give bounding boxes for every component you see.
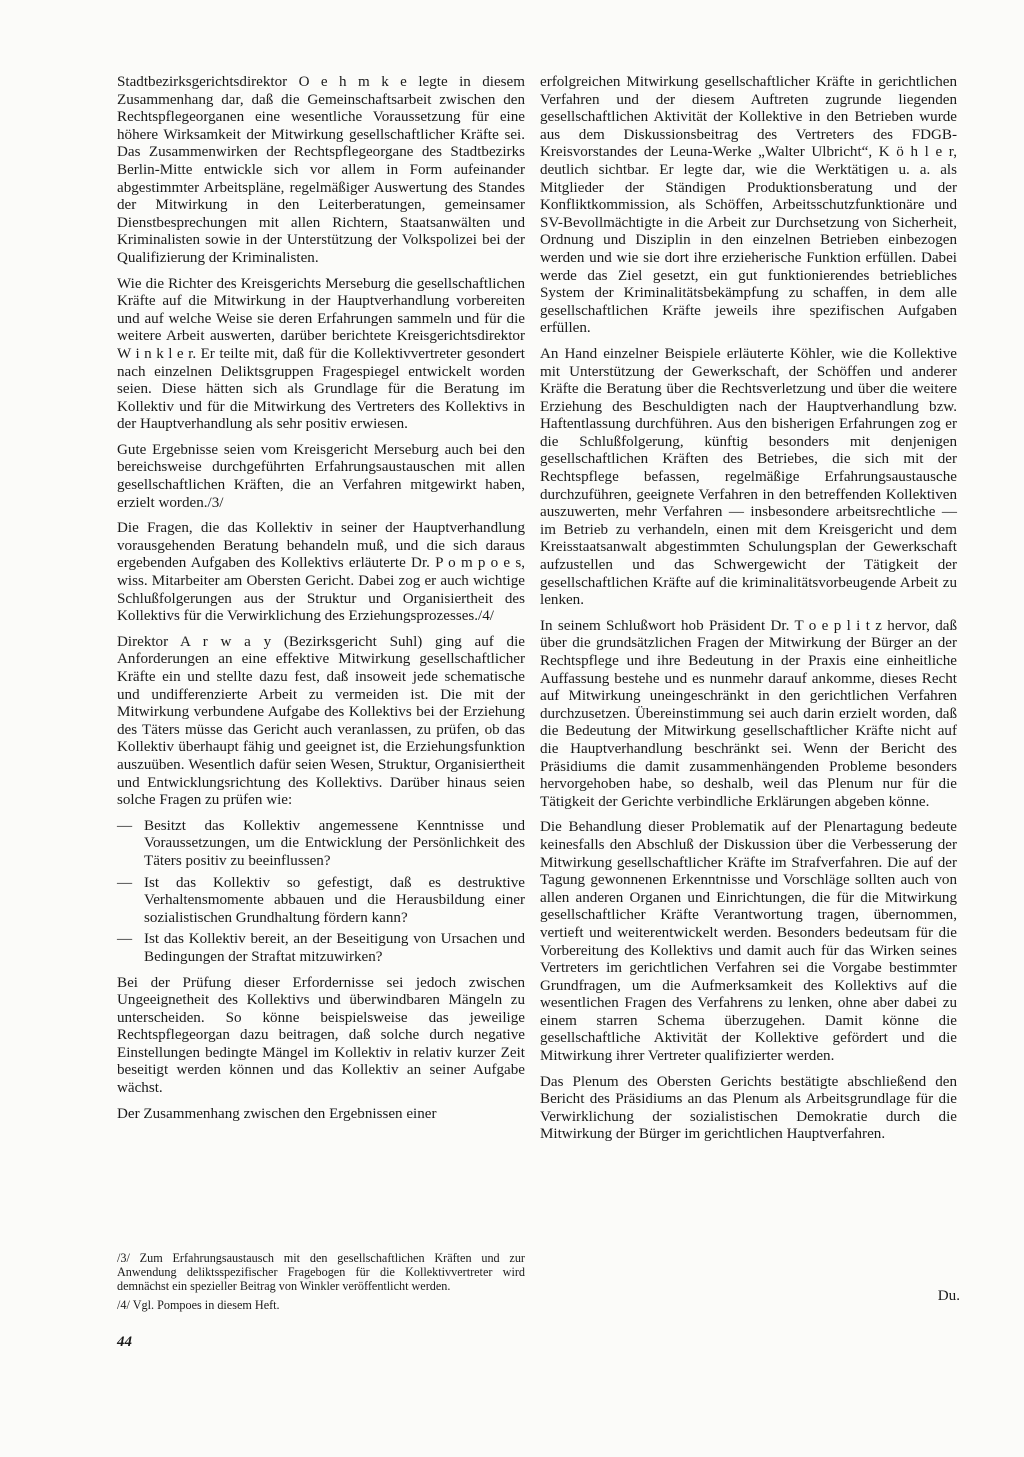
page-number: 44 xyxy=(117,1334,132,1350)
paragraph: Das Plenum des Obersten Gerichts bestätigte abschließend den Bericht des Präsidiums an das Plenum als Arbeitsgrundlage für die Verwirklichung der sozialistischen Demokratie durch die Mitwirkung der Bürger im gerichtlichen Hauptverfahren. xyxy=(540,1073,957,1143)
paragraph: Die Fragen, die das Kollektiv in seiner der Hauptverhandlung vorausgehenden Beratung behandeln muß, und die sich daraus ergebenden Aufgaben des Kollektivs erläuterte Dr. P o m p o e s, wiss. Mitarbeiter am Obersten Gericht. Dabei zog er auch wichtige Schlußfolgerungen aus der Struktur und Organisiertheit des Kollektivs für die Verwirklichung des Erziehungsprozesses./4/ xyxy=(117,520,525,625)
paragraph: Gute Ergebnisse seien vom Kreisgericht Merseburg auch bei den bereichsweise durchgeführten Erfahrungsaustauschen mit allen gesellschaftlichen Kräften, die an Verfahren mitgewirkt haben, erzielt worden./3/ xyxy=(117,441,525,511)
footnotes xyxy=(117,1252,525,1319)
question-list xyxy=(117,818,525,967)
paragraph: Die Behandlung dieser Problematik auf der Plenartagung bedeute keinesfalls den Abschluß der Diskussion über die Verbesserung der Mitwirkung gesellschaftlicher Kräfte im Strafverfahren. Die auf der Tagung gewonnenen Erkenntnisse und Vorschläge sollten auch von allen anderen Organen und Einrichtungen, die für die Mitwirkung gesellschaftlicher Kräfte Verantwortung tragen, übernommen, vertieft und weiterentwickelt werden. Besonders bedeutsam für die Vorbereitung des Kollektivs und damit auch für das Wirken seines Vertreters im gerichtlichen Verfahren sei die Vorgabe bestimmter Grundfragen, um die Aufmerksamkeit des Kollektivs auf die wesentlichen Fragen des Verfahrens zu lenken, ohne aber dabei zu einem starren Schema überzugehen. Damit könne die gesellschaftliche Aktivität der Kollektive gefördert und die Mitwirkung ihrer Vertreter qualifizierter werden. xyxy=(540,819,957,1065)
left-text-column xyxy=(117,74,525,1131)
paragraph: erfolgreichen Mitwirkung gesellschaftlicher Kräfte in gerichtlichen Verfahren und der diesem Auftreten zugrunde liegenden gesellschaftlichen Aktivität der Kollektive in den Betrieben wurde aus dem Diskussionsbeitrag des Vertreters des FDGB-Kreisvorstandes der Leuna-Werke „Walter Ulbricht“, K ö h l e r, deutlich sichtbar. Er legte dar, wie die Werktätigen u. a. als Mitglieder der Ständigen Produktionsberatung und der Konfliktkommission, als Schöffen, Arbeitsschutzfunktionäre und SV-Bevollmächtigte in die Arbeit zur Durchsetzung von Sicherheit, Ordnung und Disziplin in den einzelnen Betrieben einbezogen werden und wie sie dort ihre erzieherische Funktion erfüllen. Dabei werde das Ziel gesetzt, ein gut funktionierendes betriebliches System der Kriminalitätsbekämpfung zu schaffen, in dem alle gesellschaftlichen Kräfte jeweils ihre spezifischen Aufgaben erfüllen. xyxy=(540,74,957,337)
list-item: — Besitzt das Kollektiv angemessene Kenntnisse und Voraussetzungen, um die Entwicklung der Persönlichkeit des Täters positiv zu beeinflussen? xyxy=(117,818,525,871)
paragraph: Wie die Richter des Kreisgerichts Merseburg die gesellschaftlichen Kräfte auf die Mitwirkung in der Hauptverhandlung vorbereiten und auf welche Weise sie deren Erfahrungen sammeln und für die weitere Arbeit auswerten, darüber berichtete Kreisgerichtsdirektor W i n k l e r. Er teilte mit, daß für die Kollektivvertreter gesondert nach einzelnen Deliktsgruppen Fragespiegel entwickelt worden seien. Diese hätten sich als Grundlage für die Beratung im Kollektiv und für die Mitwirkung des Vertreters des Kollektivs in der Hauptverhandlung als sehr positiv erwiesen. xyxy=(117,275,525,433)
list-item: — Ist das Kollektiv so gefestigt, daß es destruktive Verhaltensmomente abbauen und die Herausbildung einer sozialistischen Grundhaltung fördern kann? xyxy=(117,875,525,928)
paragraph: Direktor A r w a y (Bezirksgericht Suhl) ging auf die Anforderungen an eine effektive Mitwirkung gesellschaftlicher Kräfte ein und stellte dazu fest, daß insoweit jede schematische und undifferenzierte Arbeit zu vermeiden ist. Die mit der Mitwirkung verbundene Aufgabe des Kollektivs bei der Erziehung des Täters müsse das Gericht auch veranlassen, zu prüfen, ob das Kollektiv überhaupt fähig und geeignet ist, die Erziehungsfunktion auszuüben. Wesentlich dafür seien Wesen, Struktur, Organisiertheit und Entwicklungsrichtung des Kollektivs. Darüber hinaus seien solche Fragen zu prüfen wie: xyxy=(117,633,525,809)
paragraph: Stadtbezirksgerichtsdirektor O e h m k e legte in diesem Zusammenhang dar, daß die Gemeinschaftsarbeit zwischen den Rechtspflegeorganen eine wesentliche Voraussetzung für eine höhere Wirksamkeit der Mitwirkung gesellschaftlicher Kräfte sei. Das Zusammenwirken der Rechtspflegeorgane des Stadtbezirks Berlin-Mitte entwickle sich vor allem in Form aufeinander abgestimmter Arbeitspläne, regelmäßiger Auswertung des Standes der Mitwirkung in den Leiterberatungen, gemeinsamer Dienstbesprechungen mit allen Richtern, Staatsanwälten und Kriminalisten sowie in der Unterstützung der Volkspolizei bei der Qualifizierung der Kriminalisten. xyxy=(117,74,525,266)
footnote: /4/ Vgl. Pompoes in diesem Heft. xyxy=(117,1298,280,1313)
paragraph: An Hand einzelner Beispiele erläuterte Köhler, wie die Kollektive mit Unterstützung der Gewerkschaft, der Schöffen und anderer Kräfte die Beratung über die Rechtsverletzung und über die weitere Erziehung des Beschuldigten nach der Hauptverhandlung bzw. Haftentlassung durchführen. Aus den bisherigen Erfahrungen zog er die Schlußfolgerung, künftig besonders mit denjenigen gesellschaftlichen Kräften des Betriebes, die sich mit der Rechtspflege befassen, regelmäßige Erfahrungsaustausche durchzuführen, geeignete Verfahren in den betreffenden Kollektiven auszuwerten, mehr Verfahren — insbesondere arbeitsrechtliche — im Betrieb zu verhandeln, einen mit dem Kreisgericht und dem Kreisstaatsanwalt abgestimmten Schulungsplan der Gewerkschaft aufzustellen und das Schwergewicht der Tätigkeit der gesellschaftlichen Kräfte auf die kriminalitätsvorbeugende Arbeit zu lenken. xyxy=(540,345,957,609)
footnote: /3/ Zum Erfahrungsaustausch mit den gesellschaftlichen Kräften und zur Anwendung deliktsspezifischer Fragebogen für die Kollektivvertreter wird demnächst ein spezieller Beitrag von Winkler veröffentlicht werden. xyxy=(117,1251,525,1293)
paragraph: Bei der Prüfung dieser Erfordernisse sei jedoch zwischen Ungeeignetheit des Kollektivs und überwindbaren Mängeln zu unterscheiden. So könne beispielsweise das jeweilige Rechtspflegeorgan dazu beitragen, daß solche durch negative Einstellungen bedingte Mängel im Kollektiv in relativ kurzer Zeit beseitigt werden können und das Kollektiv an seiner Aufgabe wächst. xyxy=(117,974,525,1097)
list-item: — Ist das Kollektiv bereit, an der Beseitigung von Ursachen und Bedingungen der Straftat mitzuwirken? xyxy=(117,931,525,966)
right-text-column xyxy=(540,74,957,1152)
paragraph: Der Zusammenhang zwischen den Ergebnissen einer xyxy=(117,1105,437,1122)
paragraph: In seinem Schlußwort hob Präsident Dr. T o e p l i t z hervor, daß über die grundsätzlichen Fragen der Mitwirkung der Bürger an der Rechtspflege und ihre Bedeutung in der Praxis eine einheitliche Auffassung bestehe und es nunmehr darauf ankomme, dieses Recht auf Mitwirkung uneingeschränkt in den gerichtlichen Verfahren durchzusetzen. Übereinstimmung sei auch darin erzielt worden, daß die Bedeutung der Mitwirkung gesellschaftlicher Kräfte nicht auf die Hauptverhandlung beschränkt sei. Wenn der Bericht des Präsidiums die damit zusammenhängenden Probleme besonders hervorgehoben habe, so deshalb, weil das Plenum nur für die Tätigkeit der Gerichte verbindliche Erklärungen abgeben könne. xyxy=(540,617,957,810)
author-signoff: Du. xyxy=(937,1288,960,1304)
